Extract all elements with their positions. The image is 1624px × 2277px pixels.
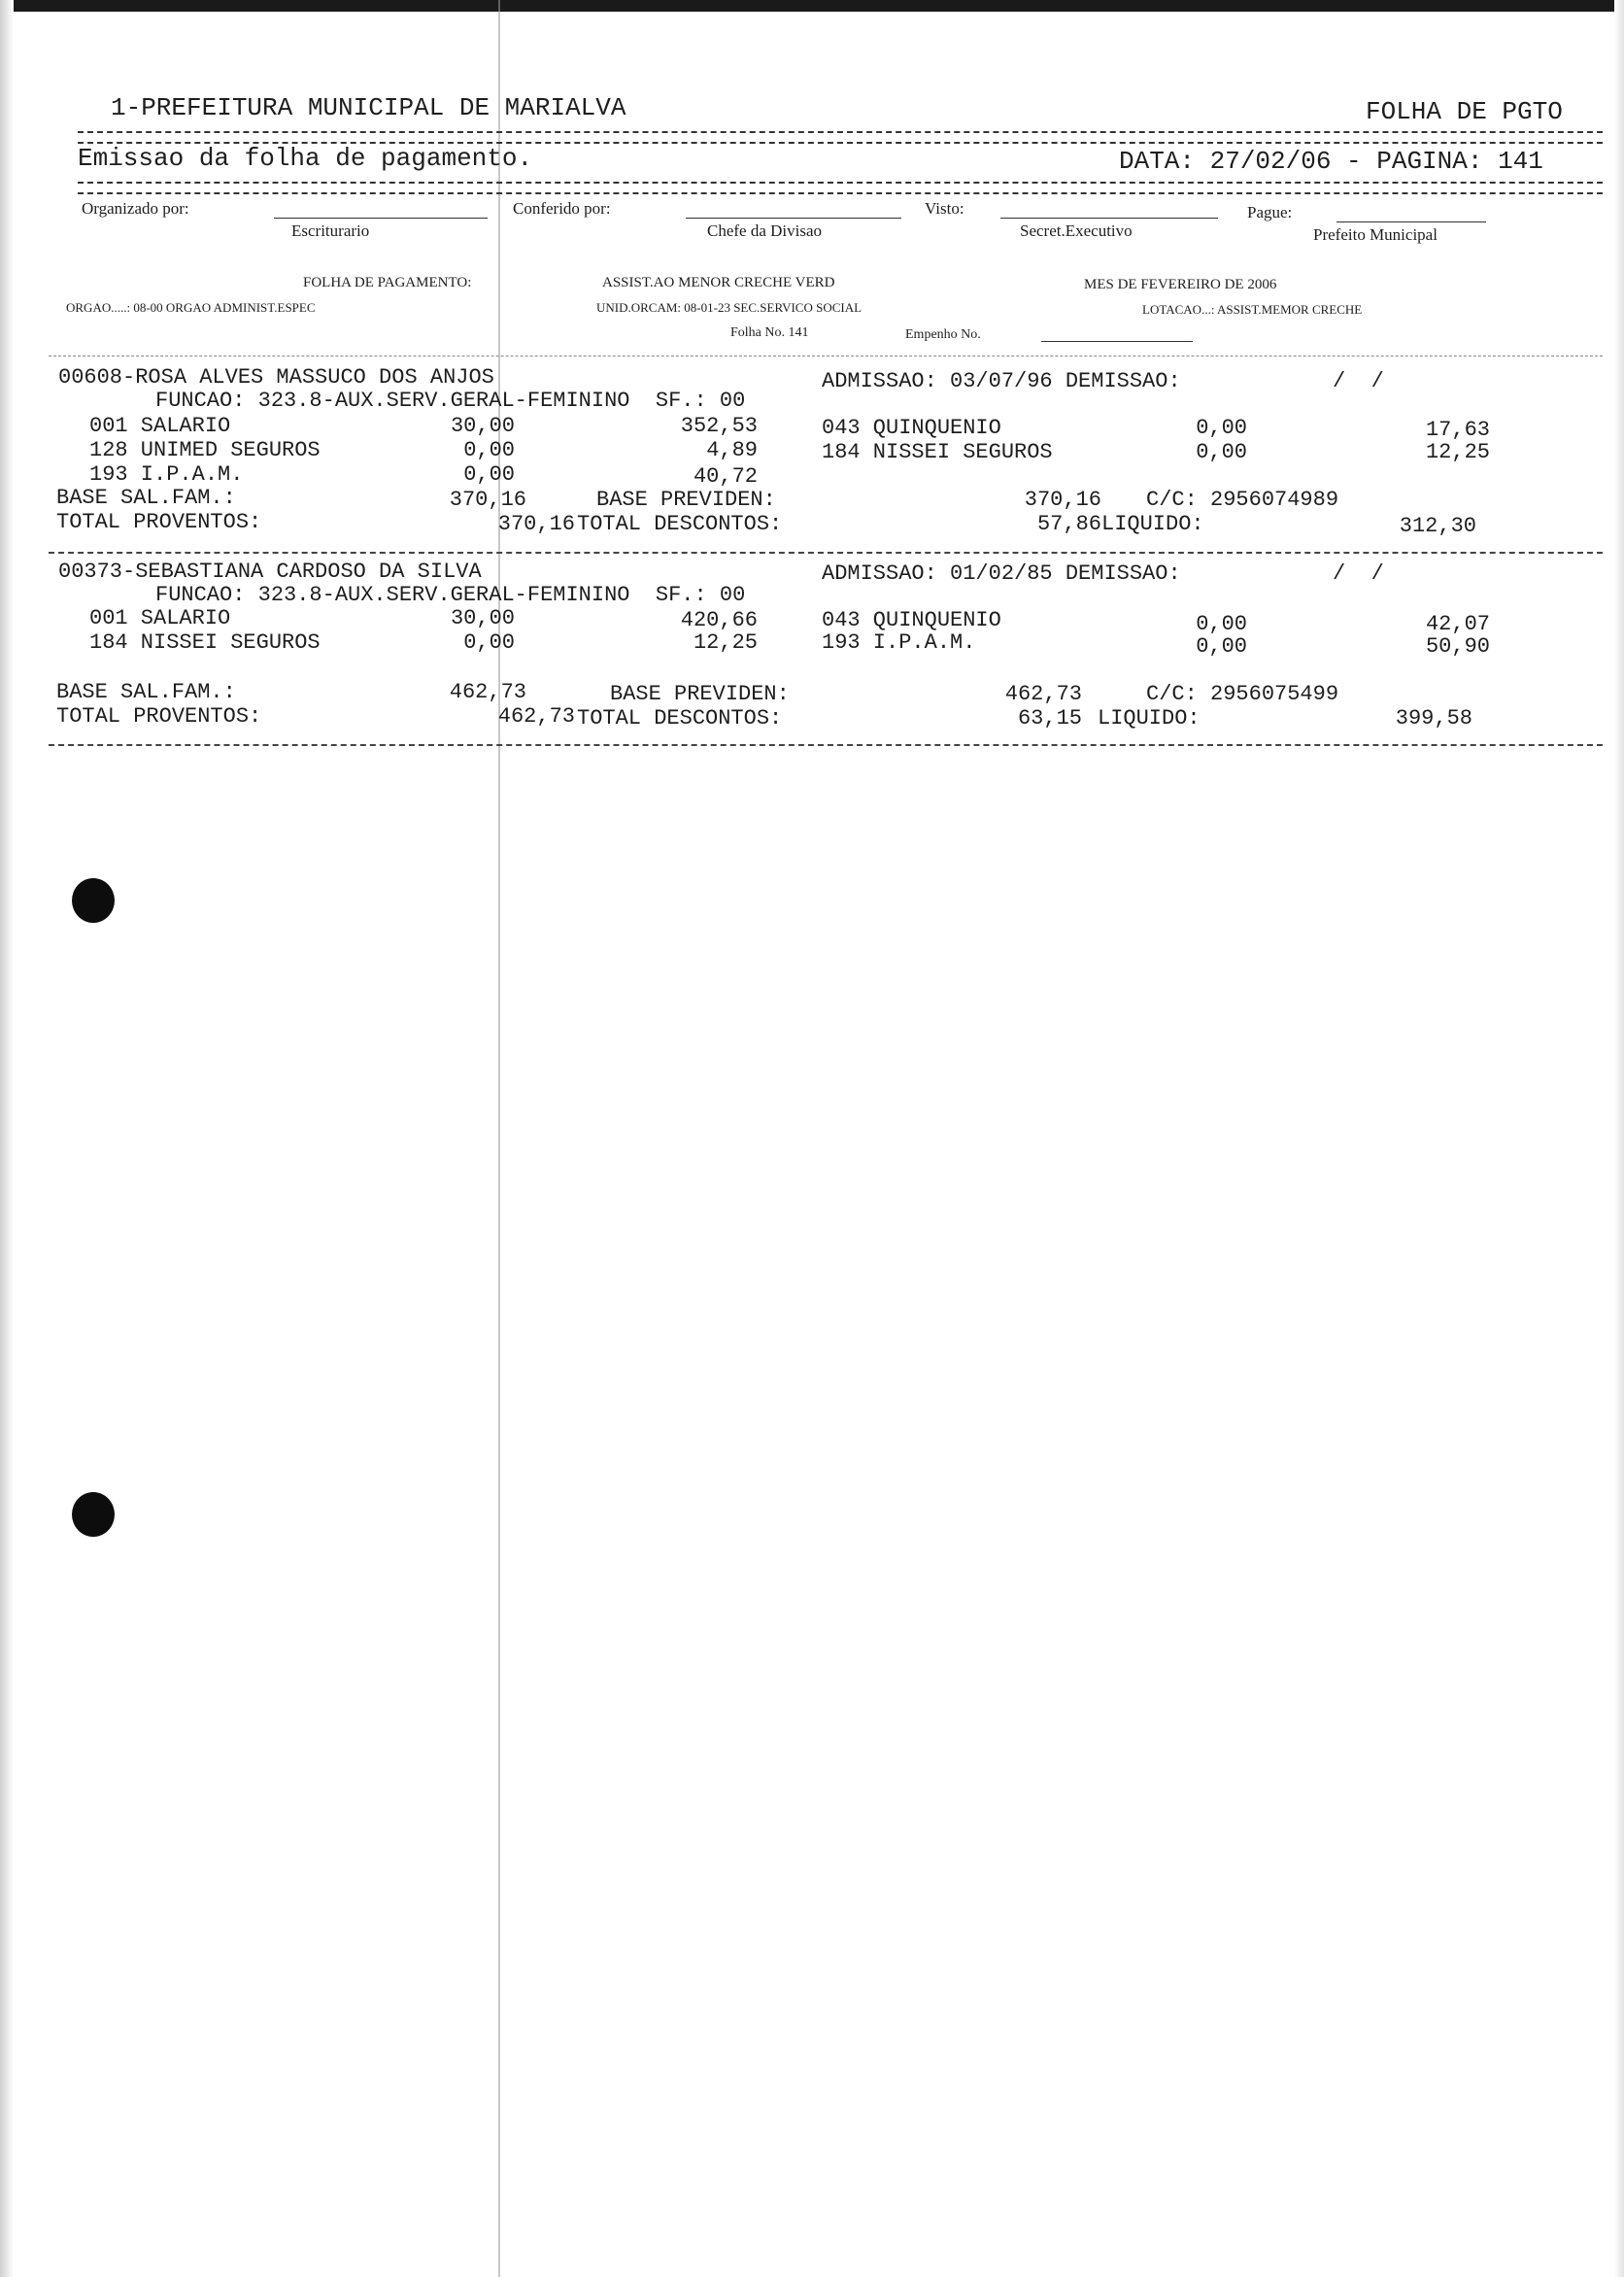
folha-value: ASSIST.AO MENOR CRECHE VERD xyxy=(602,275,835,290)
employee-name: 00608-ROSA ALVES MASSUCO DOS ANJOS xyxy=(58,365,494,390)
paper-fold-line xyxy=(498,0,500,2277)
separator xyxy=(49,744,1603,746)
escriturario-label: Escriturario xyxy=(291,221,370,240)
pague-label: Pague: xyxy=(1247,203,1293,221)
item-value: 12,25 xyxy=(1425,440,1490,464)
signature-line xyxy=(686,218,901,219)
organizado-por-label: Organizado por: xyxy=(82,199,189,218)
base-previden-value: 462,73 xyxy=(1004,682,1082,706)
signature-line xyxy=(1336,221,1486,222)
lotacao: LOTACAO...: ASSIST.MEMOR CRECHE xyxy=(1142,302,1363,317)
item-ref: 0,00 xyxy=(463,438,515,462)
admissao: ADMISSAO: 01/02/85 DEMISSAO: xyxy=(822,561,1181,586)
item-value: 50,90 xyxy=(1425,634,1490,659)
item-value: 352,53 xyxy=(680,414,758,438)
orgao: ORGAO.....: 08-00 ORGAO ADMINIST.ESPEC xyxy=(66,300,316,315)
item-value: 42,07 xyxy=(1425,612,1490,636)
scan-border-top xyxy=(0,0,1624,12)
liquido-value: 312,30 xyxy=(1399,514,1476,538)
conferido-por-label: Conferido por: xyxy=(513,199,611,218)
item-label: 043 QUINQUENIO xyxy=(822,608,1001,632)
item-label: 193 I.P.A.M. xyxy=(89,462,244,487)
emissao-title: Emissao da folha de pagamento. xyxy=(78,144,533,173)
funcao: FUNCAO: 323.8-AUX.SERV.GERAL-FEMININO SF.: 00 xyxy=(155,389,746,413)
item-label: 184 NISSEI SEGUROS xyxy=(89,630,321,655)
doc-type: FOLHA DE PGTO xyxy=(1366,97,1563,126)
total-proventos-value: 370,16 xyxy=(497,512,575,536)
mes-referencia: MES DE FEVEREIRO DE 2006 xyxy=(1084,277,1277,292)
item-value: 4,89 xyxy=(706,438,758,462)
base-salfam-label: BASE SAL.FAM.: xyxy=(56,486,236,510)
item-ref: 0,00 xyxy=(463,462,515,487)
item-label: 184 NISSEI SEGUROS xyxy=(822,440,1053,464)
item-label: 193 I.P.A.M. xyxy=(822,630,976,655)
item-ref: 30,00 xyxy=(450,606,515,630)
employee-name: 00373-SEBASTIANA CARDOSO DA SILVA xyxy=(58,560,482,584)
separator xyxy=(49,356,1603,357)
item-label: 001 SALARIO xyxy=(89,606,231,630)
empenho-label: Empenho No. xyxy=(905,327,981,342)
total-descontos-label: TOTAL DESCONTOS: xyxy=(577,512,783,536)
base-salfam-label: BASE SAL.FAM.: xyxy=(56,680,236,704)
visto-label: Visto: xyxy=(925,199,964,218)
liquido-label: LIQUIDO: xyxy=(1101,512,1204,536)
funcao: FUNCAO: 323.8-AUX.SERV.GERAL-FEMININO SF.: 00 xyxy=(155,583,746,607)
demissao-blank: / / xyxy=(1333,561,1384,586)
base-previden-label: BASE PREVIDEN: xyxy=(610,682,790,706)
punch-hole xyxy=(72,878,115,923)
conta-corrente: C/C: 2956074989 xyxy=(1146,488,1339,512)
scan-border-left xyxy=(0,0,14,2277)
item-value: 40,72 xyxy=(693,464,758,489)
separator xyxy=(49,552,1603,554)
base-previden-value: 370,16 xyxy=(1024,488,1101,512)
prefeitura-title: 1-PREFEITURA MUNICIPAL DE MARIALVA xyxy=(111,93,626,122)
item-value: 420,66 xyxy=(680,608,758,632)
double-rule xyxy=(78,131,1603,144)
base-previden-label: BASE PREVIDEN: xyxy=(596,488,776,512)
item-label: 128 UNIMED SEGUROS xyxy=(89,438,321,462)
chefe-divisao-label: Chefe da Divisao xyxy=(707,221,823,240)
item-value: 12,25 xyxy=(693,630,758,655)
signature-line xyxy=(1000,218,1218,219)
empenho-line xyxy=(1041,341,1193,342)
item-ref: 30,00 xyxy=(450,414,515,438)
item-ref: 0,00 xyxy=(1196,612,1247,636)
scan-border-right xyxy=(1614,0,1624,2277)
item-ref: 0,00 xyxy=(1196,634,1247,659)
double-rule xyxy=(78,182,1603,194)
data-pagina: DATA: 27/02/06 - PAGINA: 141 xyxy=(1119,147,1543,176)
conta-corrente: C/C: 2956075499 xyxy=(1146,682,1339,706)
total-proventos-value: 462,73 xyxy=(497,704,575,729)
item-ref: 0,00 xyxy=(1196,440,1247,464)
base-salfam-value: 370,16 xyxy=(449,488,526,512)
liquido-value: 399,58 xyxy=(1395,706,1472,731)
item-label: 043 QUINQUENIO xyxy=(822,416,1001,440)
folha-no: Folha No. 141 xyxy=(730,325,809,340)
item-ref: 0,00 xyxy=(463,630,515,655)
item-label: 001 SALARIO xyxy=(89,414,231,438)
item-ref: 0,00 xyxy=(1196,416,1247,440)
item-value: 17,63 xyxy=(1425,418,1490,442)
total-proventos-label: TOTAL PROVENTOS: xyxy=(56,510,262,534)
demissao-blank: / / xyxy=(1333,369,1384,393)
admissao: ADMISSAO: 03/07/96 DEMISSAO: xyxy=(822,369,1181,393)
base-salfam-value: 462,73 xyxy=(449,680,526,704)
secret-executivo-label: Secret.Executivo xyxy=(1020,221,1133,240)
unid-orcam: UNID.ORCAM: 08-01-23 SEC.SERVICO SOCIAL xyxy=(596,300,863,315)
folha-label: FOLHA DE PAGAMENTO: xyxy=(303,275,472,290)
punch-hole xyxy=(72,1492,115,1537)
liquido-label: LIQUIDO: xyxy=(1098,706,1201,731)
prefeito-label: Prefeito Municipal xyxy=(1313,225,1438,244)
total-descontos-value: 57,86 xyxy=(1036,512,1101,536)
total-descontos-value: 63,15 xyxy=(1017,706,1082,731)
total-proventos-label: TOTAL PROVENTOS: xyxy=(56,704,262,729)
signature-line xyxy=(274,218,488,219)
total-descontos-label: TOTAL DESCONTOS: xyxy=(577,706,783,731)
